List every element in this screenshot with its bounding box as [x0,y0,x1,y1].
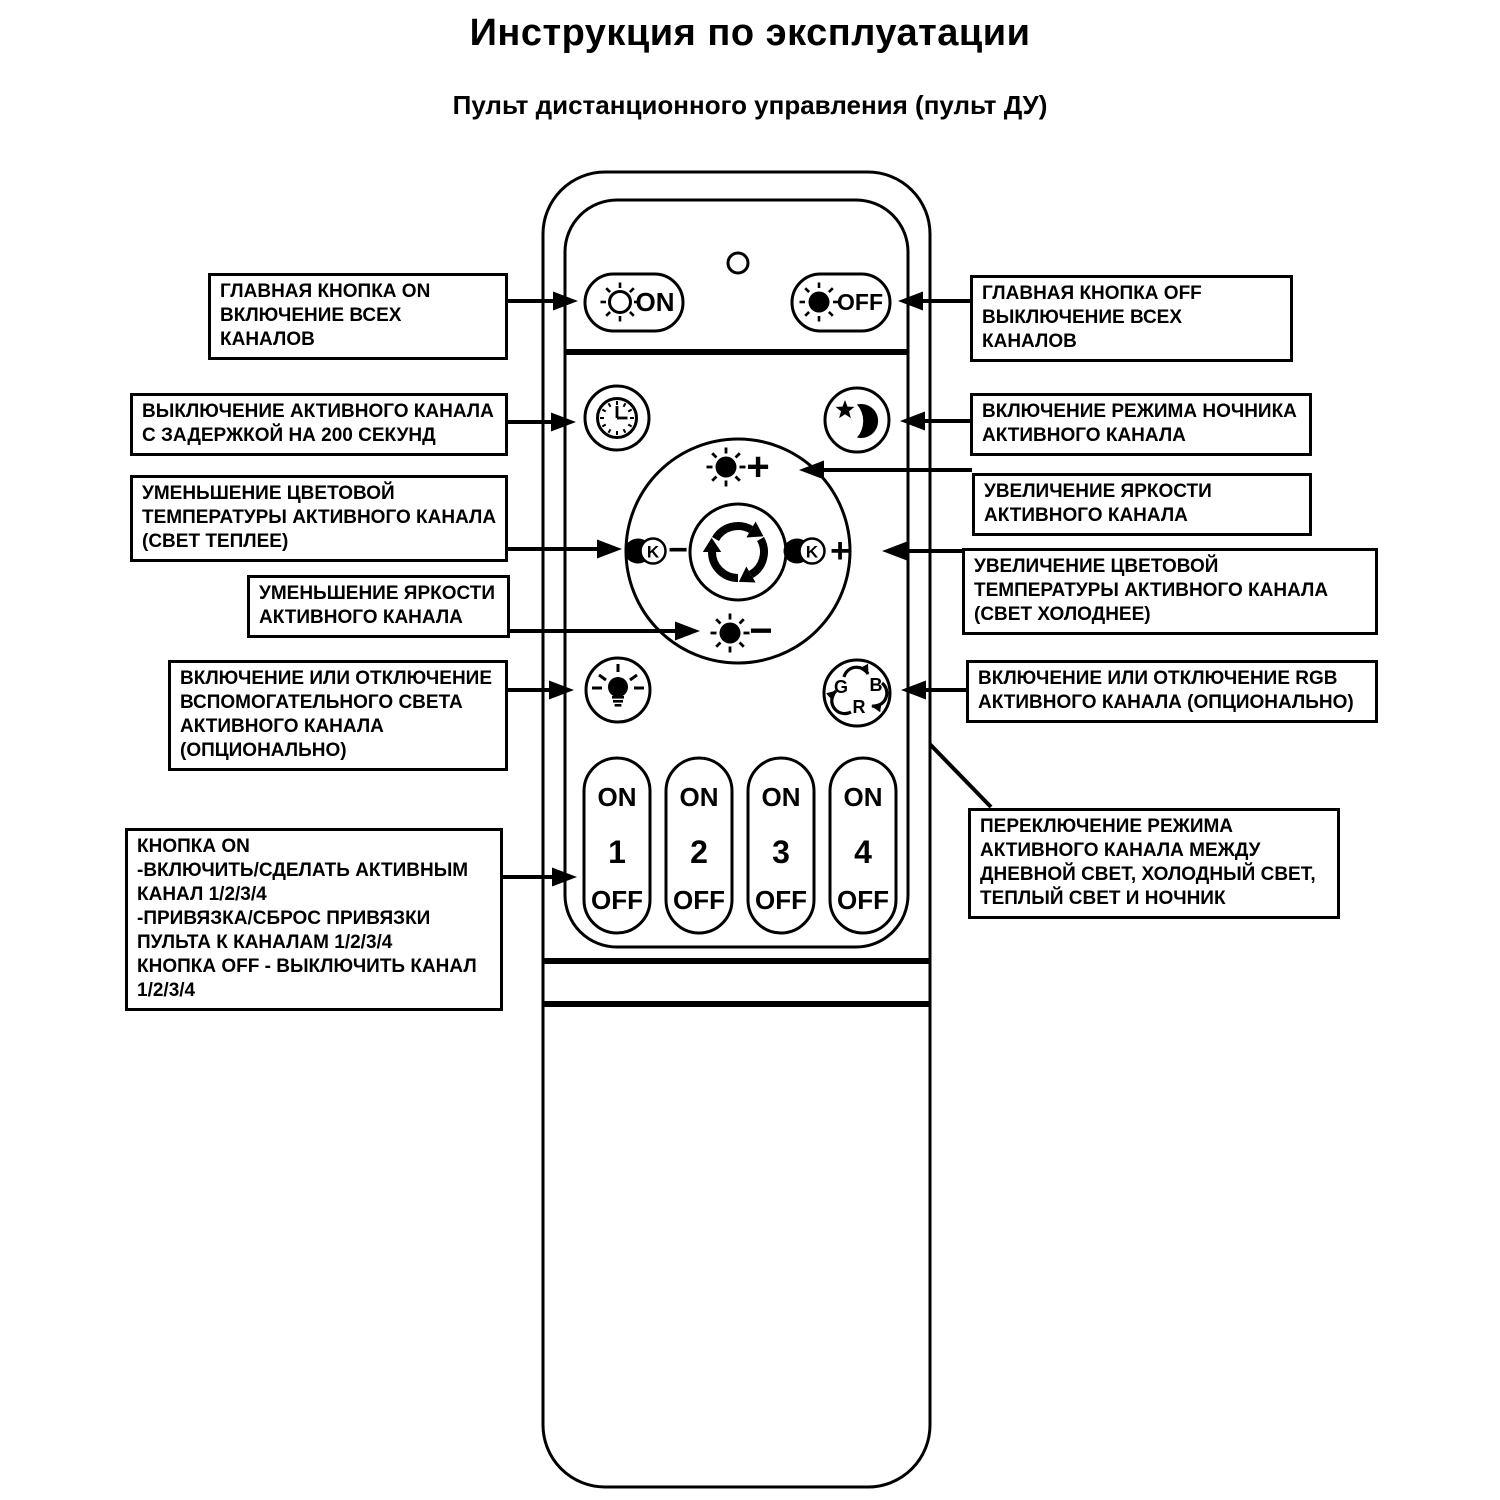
kelvin-letter: K [646,542,660,562]
channel-button-1 [584,758,650,933]
minus-sign: − [749,609,773,653]
kelvin-letter: K [805,542,819,562]
callout-text: ВКЛЮЧЕНИЕ ИЛИ ОТКЛЮЧЕНИЕ ВСПОМОГАТЕЛЬНОГО СВЕТА АКТИВНОГО КАНАЛА (ОПЦИОНАЛЬНО) [180,668,492,761]
timer-clock-icon [598,399,637,438]
callout-brightness-up [972,473,1312,536]
channel-on-label: ON [597,782,637,812]
plus-sign: + [830,532,850,570]
rgb-button [824,660,890,726]
callout-text: УВЕЛИЧЕНИЕ ЦВЕТОВОЙ ТЕМПЕРАТУРЫ АКТИВНОГО КАНАЛА (СВЕТ ХОЛОДНЕЕ) [974,556,1329,625]
callout-text: УМЕНЬШЕНИЕ ЯРКОСТИ АКТИВНОГО КАНАЛА [259,583,496,628]
channel-on-label: ON [843,782,883,812]
brightness-up-sun-icon [707,448,746,487]
channel-on-label: ON [679,782,719,812]
callout-brightness-down [247,575,510,638]
rgb-letter-r: R [852,697,866,717]
rgb-letter-g: G [833,677,849,697]
callout-text: ВКЛЮЧЕНИЕ ИЛИ ОТКЛЮЧЕНИЕ RGB АКТИВНОГО КАНАЛА (ОПЦИОНАЛЬНО) [978,668,1354,713]
channel-on-label: ON [761,782,801,812]
callout-main-on [208,273,508,360]
channel-button-3 [748,758,814,933]
callout-text: УВЕЛИЧЕНИЕ ЯРКОСТИ АКТИВНОГО КАНАЛА [984,481,1212,526]
brightness-down-sun-icon [711,614,750,653]
channel-number: 2 [690,834,708,870]
callout-temp-up [962,548,1378,635]
minus-sign: − [668,531,688,569]
channel-off-label: OFF [755,885,807,915]
callout-aux-light [168,660,508,771]
channel-button-2 [666,758,732,933]
kelvin-warm-icon [625,539,666,564]
callout-off-delay [130,393,508,456]
rgb-letter-b: B [869,675,883,695]
page-subtitle: Пульт дистанционного управления (пульт ДУ) [452,90,1048,120]
channel-off-label: OFF [591,885,643,915]
callout-channel-buttons [125,828,503,1011]
callout-text: ВЫКЛЮЧЕНИЕ АКТИВНОГО КАНАЛА С ЗАДЕРЖКОЙ НА 200 СЕКУНД [142,401,494,446]
aux-light-button [586,658,650,722]
callout-text: ВКЛЮЧЕНИЕ РЕЖИМА НОЧНИКА АКТИВНОГО КАНАЛА [982,401,1297,446]
channel-number: 4 [854,834,872,870]
callout-text: ГЛАВНАЯ КНОПКА ON ВКЛЮЧЕНИЕ ВСЕХ КАНАЛОВ [220,281,431,350]
kelvin-cold-icon [784,539,825,564]
callout-rgb-toggle [966,660,1378,723]
main-on-label: ON [635,287,675,317]
channel-off-label: OFF [837,885,889,915]
callout-main-off [970,275,1293,362]
callout-temp-down [130,475,508,562]
plus-sign: + [746,445,770,489]
main-off-label: OFF [837,289,883,315]
channel-number: 3 [772,834,790,870]
night-mode-button [825,388,889,452]
led-indicator [728,253,748,273]
callout-mode-switch [968,808,1340,919]
callout-night-mode [970,393,1312,456]
timer-off-button [585,386,649,450]
callout-text: УМЕНЬШЕНИЕ ЦВЕТОВОЙ ТЕМПЕРАТУРЫ АКТИВНОГО КАНАЛА (СВЕТ ТЕПЛЕЕ) [142,483,497,552]
main-off-button [792,274,890,331]
callout-text: КНОПКА ON -ВКЛЮЧИТЬ/СДЕЛАТЬ АКТИВНЫМ КАНАЛ 1/2/3/4 -ПРИВЯЗКА/СБРОС ПРИВЯЗКИ ПУЛЬТА К КАНАЛАМ 1/2/3/4 КНОПКА OFF - ВЫКЛЮЧИТЬ КАНАЛ 1/2/3/4 [137,836,477,1001]
page-title: Инструкция по эксплуатации [469,12,1031,54]
callout-text: ГЛАВНАЯ КНОПКА OFF ВЫКЛЮЧЕНИЕ ВСЕХ КАНАЛОВ [982,283,1202,352]
main-on-button [585,274,683,331]
channel-number: 1 [608,834,626,870]
channel-off-label: OFF [673,885,725,915]
callout-text: ПЕРЕКЛЮЧЕНИЕ РЕЖИМА АКТИВНОГО КАНАЛА МЕЖДУ ДНЕВНОЙ СВЕТ, ХОЛОДНЫЙ СВЕТ, ТЕПЛЫЙ СВЕТ И НОЧНИК [980,816,1316,909]
channel-button-4 [830,758,896,933]
